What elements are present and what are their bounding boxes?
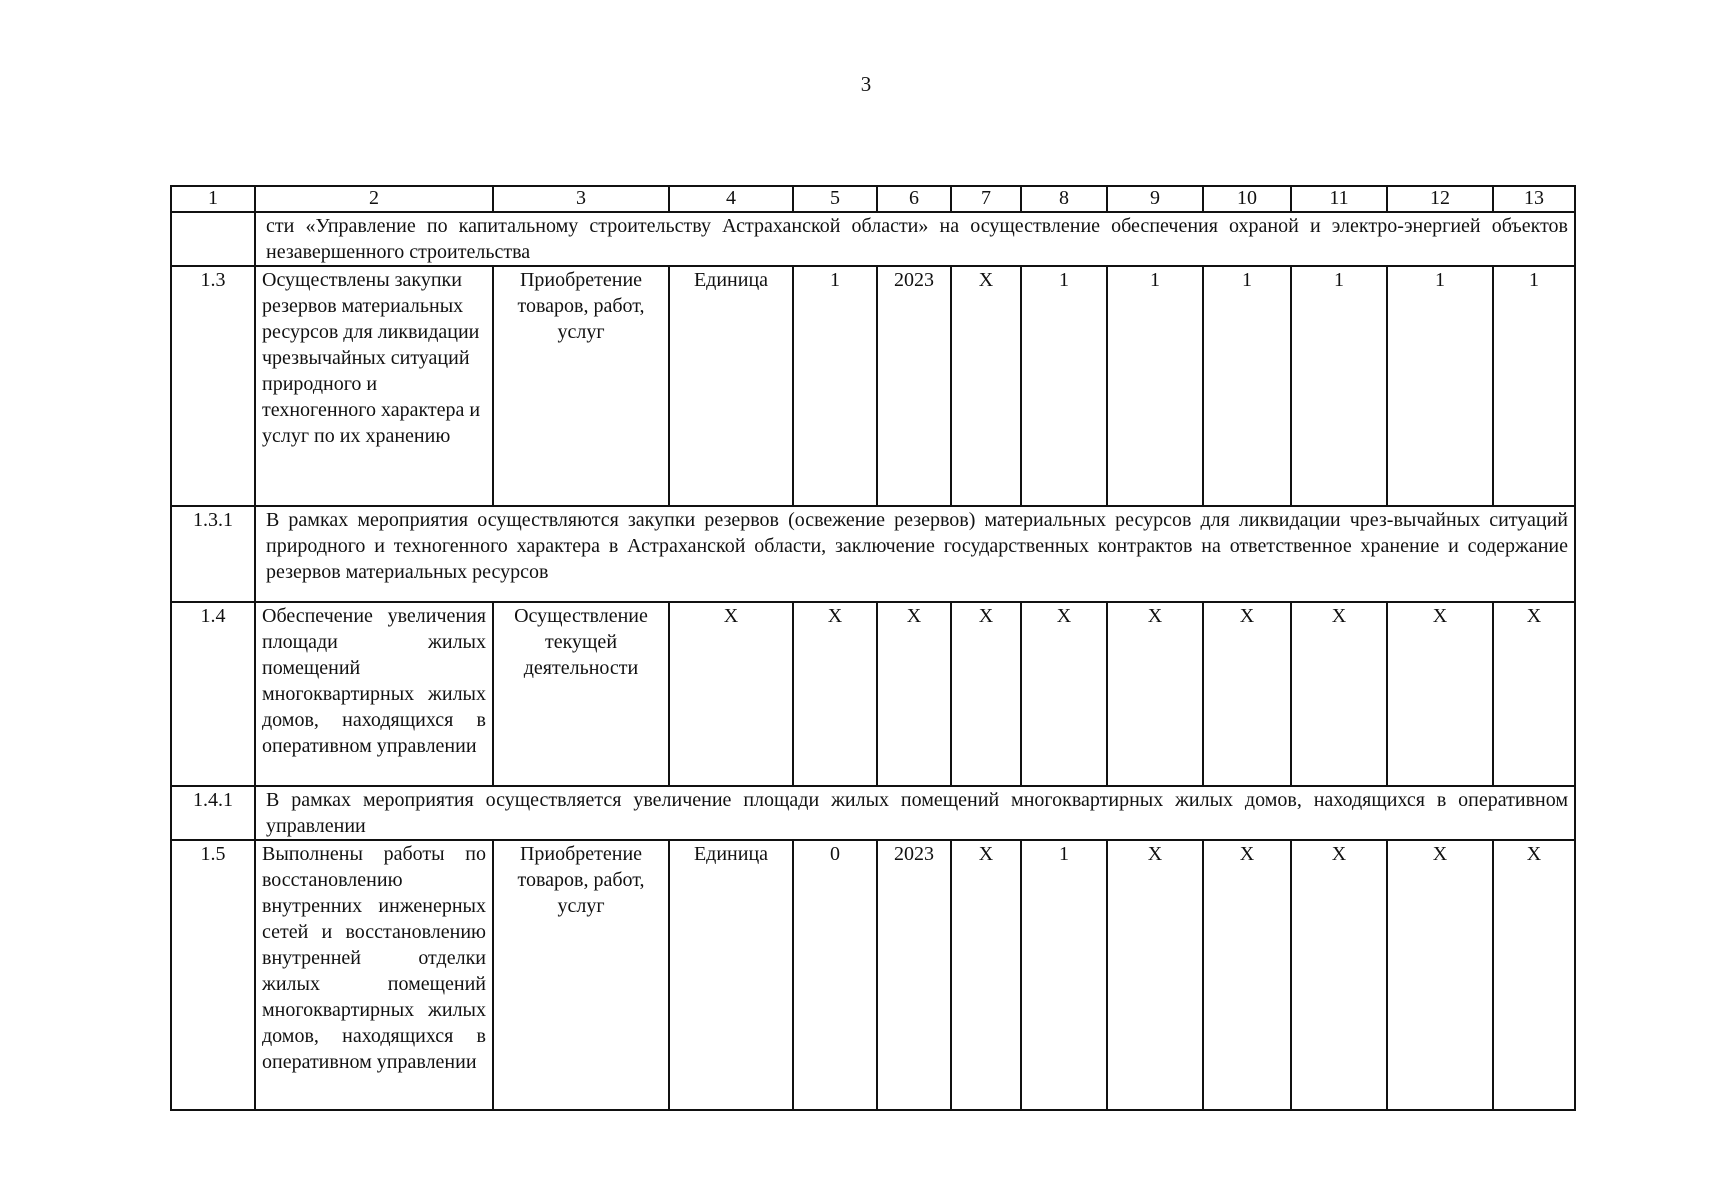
cell-10: X	[1203, 602, 1291, 786]
cell-7: X	[951, 266, 1021, 506]
column-header: 1	[171, 186, 255, 212]
cell-10: 1	[1203, 266, 1291, 506]
cell-8: 1	[1021, 840, 1107, 1110]
column-header: 12	[1387, 186, 1493, 212]
row-number: 1.3.1	[171, 506, 255, 602]
column-header: 4	[669, 186, 793, 212]
cell-6: 2023	[877, 840, 951, 1110]
cell-8: X	[1021, 602, 1107, 786]
column-header: 6	[877, 186, 951, 212]
cell-8: 1	[1021, 266, 1107, 506]
cell-13: X	[1493, 840, 1575, 1110]
cell-13: 1	[1493, 266, 1575, 506]
indicators-table	[170, 185, 1576, 1111]
cell-11: X	[1291, 840, 1387, 1110]
row-description: В рамках мероприятия осуществляются закупки резервов (освежение резервов) материальных ресурсов для ликвидации чрез-вычайных ситуаций природного и техногенного характера в Астраханской области, заключение государственных контрактов на ответственное хранение и содержание резервов материальных ресурсов	[255, 506, 1575, 602]
table-row	[171, 266, 1575, 506]
cell-6: X	[877, 602, 951, 786]
column-header: 9	[1107, 186, 1203, 212]
cell-13: X	[1493, 602, 1575, 786]
row-number: 1.5	[171, 840, 255, 1110]
cell-12: 1	[1387, 266, 1493, 506]
header-row	[171, 186, 1575, 212]
cell-7: X	[951, 840, 1021, 1110]
cell-9: X	[1107, 602, 1203, 786]
row-type: Приобретение товаров, работ, услуг	[493, 840, 669, 1110]
column-header: 2	[255, 186, 493, 212]
row-name: Обеспечение увеличения площади жилых помещений многоквартирных жилых домов, находящихся в оперативном управлении	[255, 602, 493, 786]
column-header: 11	[1291, 186, 1387, 212]
row-number: 1.4.1	[171, 786, 255, 840]
cell-5: X	[793, 602, 877, 786]
description-row	[171, 786, 1575, 840]
row-unit: Единица	[669, 840, 793, 1110]
cell-11: X	[1291, 602, 1387, 786]
row-number: 1.3	[171, 266, 255, 506]
row-number: 1.4	[171, 602, 255, 786]
row-type: Приобретение товаров, работ, услуг	[493, 266, 669, 506]
description-row	[171, 506, 1575, 602]
table-row	[171, 602, 1575, 786]
row-description: В рамках мероприятия осуществляется увеличение площади жилых помещений многоквартирных жилых домов, находящихся в оперативном управлении	[255, 786, 1575, 840]
row-type: Осуществление текущей деятельности	[493, 602, 669, 786]
row-unit: Единица	[669, 266, 793, 506]
cell-11: 1	[1291, 266, 1387, 506]
cell-7: X	[951, 602, 1021, 786]
column-header: 13	[1493, 186, 1575, 212]
column-header: 3	[493, 186, 669, 212]
cell-12: X	[1387, 602, 1493, 786]
cell-6: 2023	[877, 266, 951, 506]
continuation-row	[171, 212, 1575, 266]
row-unit: X	[669, 602, 793, 786]
cell-5: 0	[793, 840, 877, 1110]
cell-5: 1	[793, 266, 877, 506]
row-description: сти «Управление по капитальному строительству Астраханской области» на осуществление обеспечения охраной и электро-энергией объектов незавершенного строительства	[255, 212, 1575, 266]
column-header: 5	[793, 186, 877, 212]
cell-12: X	[1387, 840, 1493, 1110]
column-header: 7	[951, 186, 1021, 212]
cell-10: X	[1203, 840, 1291, 1110]
table-row	[171, 840, 1575, 1110]
row-number	[171, 212, 255, 266]
page-number: 3	[860, 72, 872, 96]
row-name: Выполнены работы по восстановлению внутренних инженерных сетей и восстановлению внутренней отделки жилых помещений многоквартирных жилых домов, находящихся в оперативном управлении	[255, 840, 493, 1110]
row-name: Осуществлены закупки резервов материальных ресурсов для ликвидации чрезвычайных ситуаций природного и техногенного характера и услуг по их хранению	[255, 266, 493, 506]
cell-9: 1	[1107, 266, 1203, 506]
column-header: 8	[1021, 186, 1107, 212]
cell-9: X	[1107, 840, 1203, 1110]
column-header: 10	[1203, 186, 1291, 212]
